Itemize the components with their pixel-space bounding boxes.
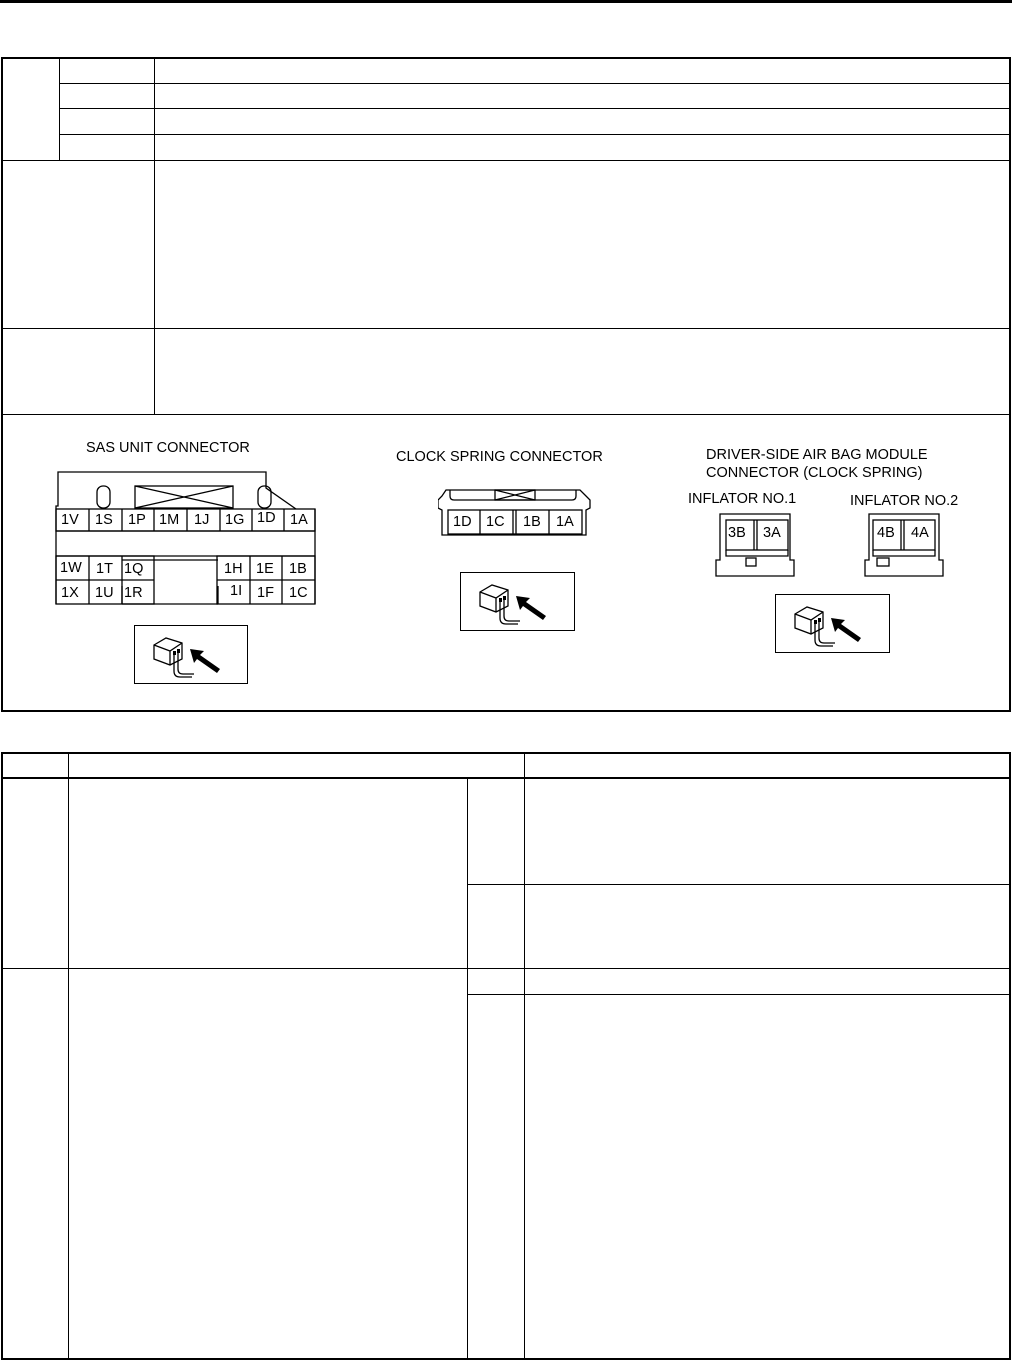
inflator-2-label: INFLATOR NO.2: [850, 493, 959, 509]
sas-pin: 1U: [95, 585, 114, 601]
sas-pin: 1J: [194, 512, 210, 528]
clock-spring-connector-diagram: [438, 480, 598, 540]
diagnostic-procedure-table: [1, 752, 1011, 1360]
sas-pin: 1C: [289, 585, 308, 601]
sas-pin: 1Q: [124, 561, 144, 577]
table-header-rule: [2, 777, 1010, 779]
driver-module-title: DRIVER-SIDE AIR BAG MODULE: [706, 447, 928, 463]
sas-pin: 1V: [61, 512, 79, 528]
sas-pin: 1S: [95, 512, 113, 528]
sas-pin: 1X: [61, 585, 79, 601]
sas-pin: 1P: [128, 512, 146, 528]
table-rule: [68, 754, 69, 1359]
table-rule: [467, 884, 1010, 885]
table-rule: [467, 779, 468, 1359]
table-rule: [59, 83, 1010, 84]
sas-pin: 1F: [257, 585, 274, 601]
sas-connector-title: SAS UNIT CONNECTOR: [86, 440, 250, 456]
sas-pin: 1G: [225, 512, 245, 528]
harness-side-view-icon: [134, 625, 249, 685]
inflator-1-label: INFLATOR NO.1: [688, 491, 797, 507]
sas-pin: 1D: [257, 510, 276, 526]
inflator-1-pin: 3B: [728, 525, 746, 541]
driver-module-title-line2: CONNECTOR (CLOCK SPRING): [706, 465, 923, 481]
table-rule: [524, 779, 525, 1359]
inflator-1-connector-diagram: [712, 510, 798, 582]
sas-pin: 1I: [230, 583, 243, 599]
sas-pin: 1R: [124, 585, 143, 601]
table-rule: [2, 414, 1010, 415]
table-rule: [59, 108, 1010, 109]
sas-pin: 1H: [224, 561, 243, 577]
inflator-2-connector-diagram: [861, 510, 947, 582]
sas-connector-diagram: [50, 456, 325, 611]
harness-side-view-icon: [775, 594, 891, 654]
page-header-rule: [0, 0, 1012, 3]
sas-pin: 1B: [289, 561, 307, 577]
clock-spring-pin: 1A: [556, 514, 574, 530]
clock-spring-pin: 1D: [453, 514, 472, 530]
inflator-1-pin: 3A: [763, 525, 781, 541]
table-rule: [154, 59, 155, 160]
table-rule: [59, 134, 1010, 135]
table-rule: [467, 994, 1010, 995]
table-rule: [524, 754, 525, 779]
inflator-2-pin: 4A: [911, 525, 929, 541]
clock-spring-pin: 1C: [486, 514, 505, 530]
harness-side-view-icon: [460, 572, 576, 632]
sas-pin: 1A: [290, 512, 308, 528]
table-rule: [154, 328, 155, 414]
clock-spring-pin: 1B: [523, 514, 541, 530]
sas-pin: 1T: [96, 561, 113, 577]
clock-spring-connector-title: CLOCK SPRING CONNECTOR: [396, 449, 603, 465]
table-rule: [154, 160, 155, 328]
inflator-2-pin: 4B: [877, 525, 895, 541]
sas-pin: 1M: [159, 512, 180, 528]
table-rule: [59, 59, 60, 160]
sas-pin: 1W: [60, 560, 82, 576]
sas-pin: 1E: [256, 561, 274, 577]
table-rule: [2, 968, 1010, 969]
